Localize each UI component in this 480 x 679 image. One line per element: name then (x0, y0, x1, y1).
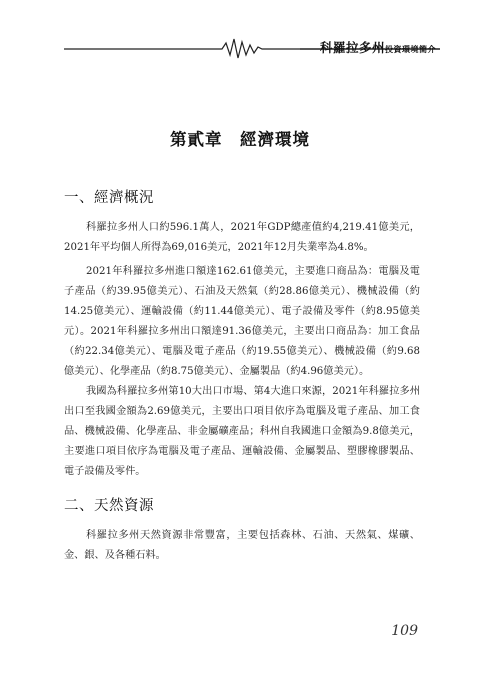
page-number: 109 (391, 623, 418, 639)
page-header (0, 0, 480, 70)
paragraph-taiwan-trade: 我國為科羅拉多州第10大出口市場、第4大進口來源，2021年科羅拉多州出口至我國金額為2.69億美元，主要出口項目依序為電腦及電子產品、加工食品、機械設備、化學產品、非金屬礦產品；科州自我國進口金額為9.8億美元，主要進口項目依序為電腦及電子產品、運輸設備、金屬製品、塑膠橡膠製品、電子設備及零件。 (64, 386, 420, 477)
paragraph-economy-overview: 科羅拉多州人口約596.1萬人，2021年GDP總產值約4,219.41億美元，2021年平均個人所得為69,016美元，2021年12月失業率為4.8%。 (64, 222, 420, 253)
header-title (320, 37, 436, 56)
paragraph-natural-resources: 科羅拉多州天然資源非常豐富，主要包括森林、石油、天然氣、煤礦、金、銀、及各種石料。 (64, 530, 420, 561)
header-pulse-line-icon (0, 0, 480, 70)
section-heading-economy: 一、經濟概況 (64, 190, 154, 206)
paragraph-trade: 2021年科羅拉多州進口額達162.61億美元，主要進口商品為：電腦及電子產品（約39.95億美元）、石油及天然氣（約28.86億美元）、機械設備（約14.25億美元）、運輸設備（約11.44億美元）、電子設備及零件（約8.95億美元）。2021年科羅拉多州出口額達91.36億美元，主要出口商品為：加工食品（約22.34億美元）、電腦及電子產品（約19.55億美元）、機械設備（約9.68億美元）、化學產品（約8.75億美元）、金屬製品（約4.96億美元）。 (64, 266, 420, 377)
header-title-sub: 投資環境簡介 (385, 45, 436, 54)
chapter-title: 第貳章 經濟環境 (170, 130, 310, 149)
header-title-main: 科羅拉多州 (319, 40, 385, 55)
section-heading-natural-resources: 二、天然資源 (64, 498, 154, 514)
